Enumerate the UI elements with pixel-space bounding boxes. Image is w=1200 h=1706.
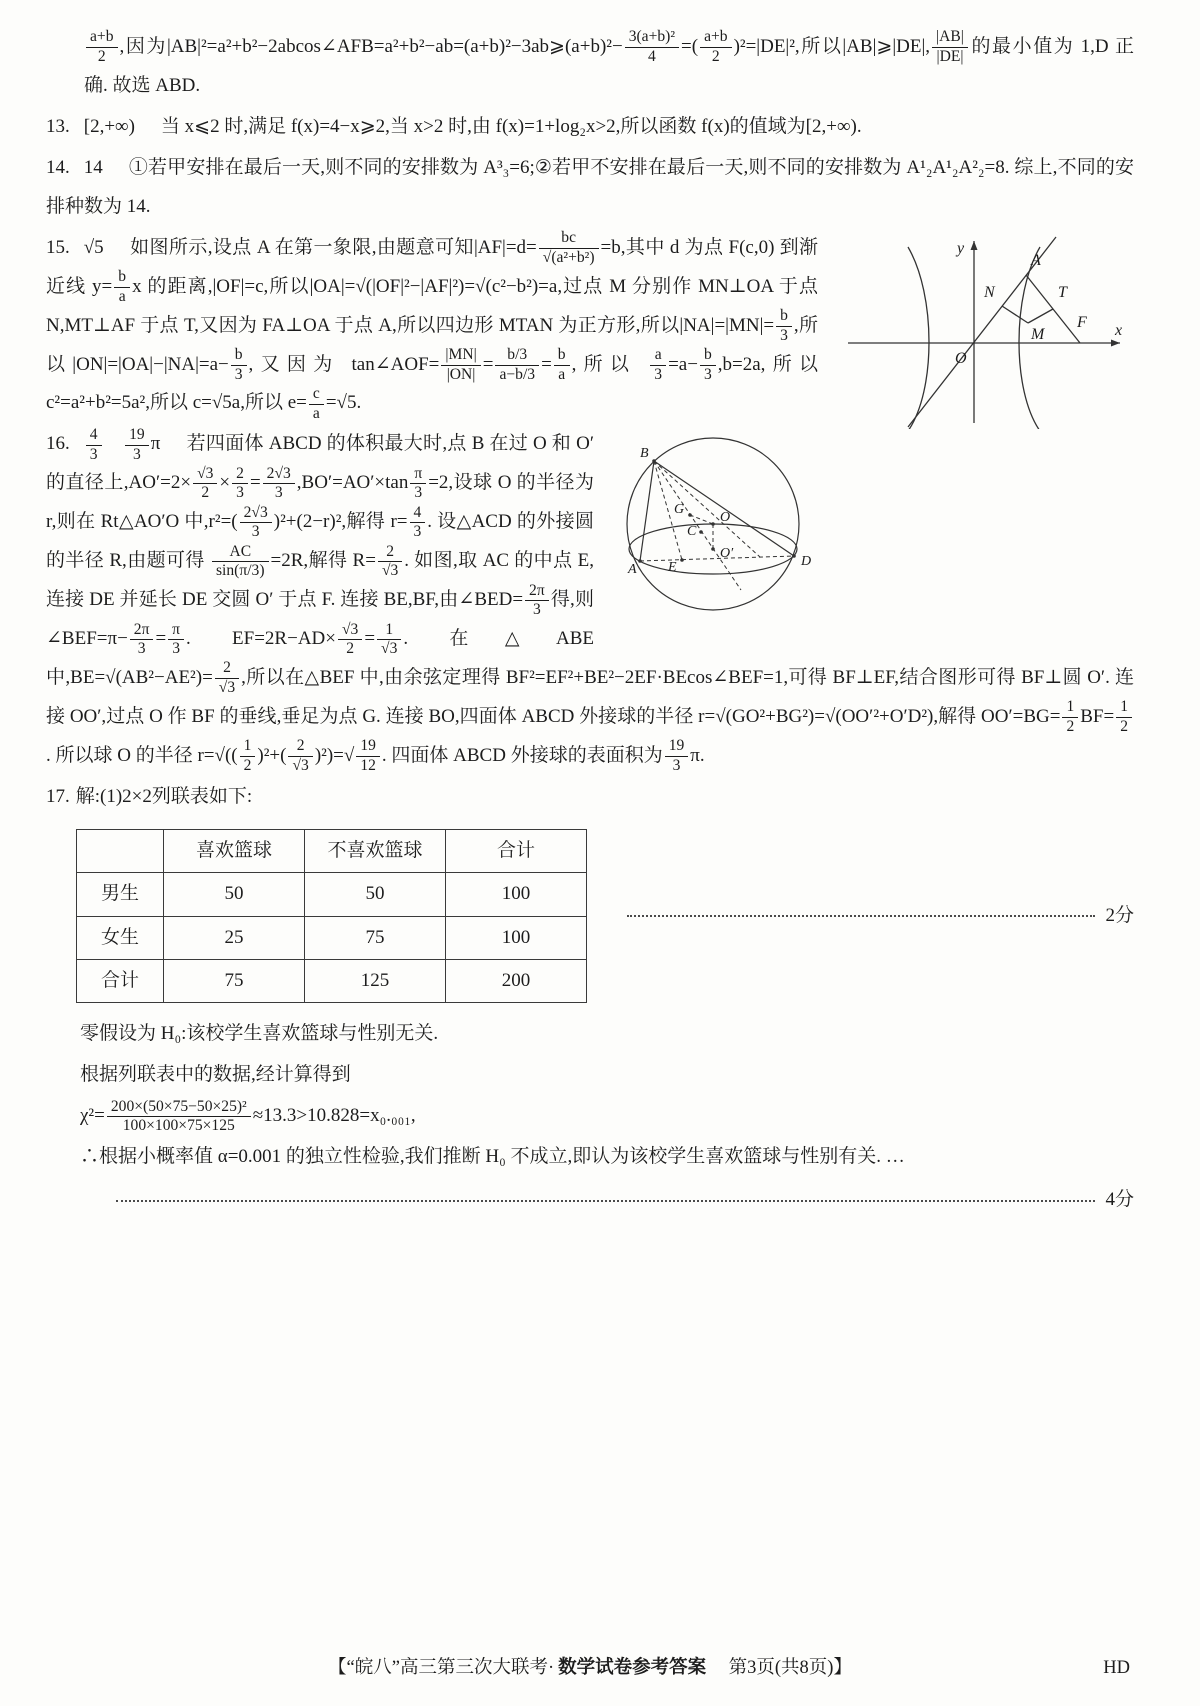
paragraph-text: 解:(1)2×2列联表如下:: [75, 785, 253, 807]
fraction: $\frac{2}{√3}$: [378, 543, 402, 581]
footer-exam-name: 数学试卷参考答案: [558, 1658, 707, 1679]
table-with-score: [46, 819, 1134, 1014]
fraction: $\frac{2√3}{3}$: [240, 504, 272, 542]
paragraph: [46, 1097, 1134, 1136]
paragraph: [46, 1138, 1134, 1177]
fraction: $\frac{2\pi}{3}$: [130, 621, 154, 659]
paragraph: [46, 149, 1134, 227]
fraction: $\frac{4}{3}$: [86, 426, 102, 464]
fraction: $\frac{2}{√3}$: [215, 659, 239, 697]
hyperbola-figure: [834, 231, 1134, 429]
row-label: 合计: [77, 959, 164, 1002]
table-row: [77, 959, 587, 1002]
point-label-A: A: [628, 562, 637, 578]
table-row: [77, 916, 587, 959]
fraction: $\frac{a+b}{2}$: [700, 28, 732, 66]
point-label-M: M: [1031, 325, 1045, 343]
paragraph: [46, 108, 1134, 147]
point-label-F: F: [1077, 313, 1087, 331]
problem-answer: $\frac{4}{3}$ $\frac{19}{3}$ π: [84, 433, 161, 454]
sphere-diagram: [610, 427, 818, 638]
fraction: $\frac{b}{3}$: [231, 346, 247, 384]
footer-page-number: 第3页(共8页)】: [710, 1658, 852, 1679]
fraction: $\frac{1}{√3}$: [377, 621, 401, 659]
paragraph-text: ∴根据小概率值 α=0.001 的独立性检验,我们推断 H₀ 不成立,即认为该校学生喜欢篮球与性别有关. …: [80, 1146, 905, 1168]
fraction: $\frac{b/3}{a-b/3}$: [495, 346, 539, 384]
problem-number: 14.: [46, 156, 70, 178]
fraction: $\frac{b}{3}$: [700, 346, 716, 384]
fraction: $\frac{1}{2}$: [1062, 698, 1078, 736]
fraction: $\frac{c}{a}$: [309, 385, 324, 423]
point-label-A: A: [1031, 251, 1041, 269]
paragraph-text: ①若甲安排在最后一天,则不同的安排数为 A³₃=6;②若甲不安排在最后一天,则不同的安排数为 A¹₂A¹₂A²₂=8. 综上,不同的安排种数为 14.: [46, 156, 1134, 217]
fraction: $\frac{1}{2}$: [1116, 698, 1132, 736]
paragraph: [46, 1015, 1134, 1054]
fraction: $\frac{4}{3}$: [410, 504, 426, 542]
axis-label-y: y: [957, 239, 965, 257]
axis-label-x: x: [1115, 321, 1123, 339]
paragraph-text: $\frac{a+b}{2}$ ,因为|AB|²=a²+b²−2abcos∠AFB=a²+b²−ab=(a+b)²−3ab⩾(a+b)²− $\frac{\text{3(a+b)²}}{4}$ =( $\frac{a+b}{2}$ )²=|DE|²,所以|AB|⩾|DE|, $\frac{|AB|}{|DE|}$ 的最小值为 1,D 正确. 故选 ABD.: [84, 28, 1134, 96]
fraction: $\frac{2√3}{3}$: [263, 465, 295, 503]
paragraph: [46, 778, 1134, 817]
table-header: 合计: [446, 829, 587, 872]
footer-prefix: 【“皖八”高三第三次大联考·: [328, 1658, 555, 1679]
paragraph-text: 当 x⩽2 时,满足 f(x)=4−x⩾2,当 x>2 时,由 f(x)=1+log₂x>2,所以函数 f(x)的值域为[2,+∞).: [160, 115, 862, 137]
problem-answer: √5: [83, 236, 104, 258]
table-header: [77, 829, 164, 872]
point-label-E: E: [668, 560, 677, 576]
fraction: $\frac{19}{3}$: [665, 737, 689, 775]
table-cell: 50: [305, 873, 446, 916]
problem-number: 17.: [46, 785, 70, 807]
table-cell: 25: [164, 916, 305, 959]
problem-number: 13.: [46, 115, 70, 137]
fraction: $\frac{19}{3}$: [125, 426, 149, 464]
point-label-N: N: [984, 283, 995, 301]
fraction: $\frac{a+b}{2}$: [86, 28, 118, 66]
footer-code: HD: [1103, 1658, 1130, 1679]
score-label: 2分: [1105, 904, 1134, 926]
page-footer: [46, 1640, 1134, 1688]
fraction: $\frac{\text{3(a+b)²}}{4}$: [625, 28, 679, 66]
fraction: $\frac{19}{12}$: [356, 737, 380, 775]
table-cell: 100: [446, 873, 587, 916]
fraction: $\frac{bc}{\text{√(a²+b²)}}$: [539, 229, 599, 267]
table-row: [77, 873, 587, 916]
paragraph-text: 零假设为 H₀:该校学生喜欢篮球与性别无关.: [80, 1023, 439, 1045]
point-label-O: O: [720, 510, 731, 526]
table-cell: 200: [446, 959, 587, 1002]
fraction: $\frac{√3}{2}$: [338, 621, 362, 659]
fraction: $\frac{2}{3}$: [232, 465, 248, 503]
sphere-figure: [610, 427, 818, 623]
footer-title: [328, 1650, 852, 1688]
fraction: $\frac{|MN|}{|ON|}$: [441, 346, 480, 384]
table-header: 不喜欢篮球: [305, 829, 446, 872]
problem-answer: [2,+∞): [83, 115, 135, 137]
fraction: $\frac{\pi}{3}$: [168, 621, 184, 659]
table-cell: 100: [446, 916, 587, 959]
fraction: $\frac{2}{√3}$: [288, 737, 312, 775]
table-cell: 50: [164, 873, 305, 916]
table-cell: 75: [305, 916, 446, 959]
contingency-table: [76, 829, 587, 1004]
paragraph: [46, 425, 1134, 775]
fraction: $\frac{2\pi}{3}$: [525, 582, 549, 620]
point-label-B: B: [640, 446, 649, 462]
point-label-T: T: [1058, 283, 1067, 301]
fraction: $\frac{\pi}{3}$: [410, 465, 426, 503]
paragraph-text: 根据列联表中的数据,经计算得到: [80, 1064, 351, 1086]
dotted-leader: [627, 915, 1095, 917]
fraction: $\frac{AC}{\sin(\pi/3)}$: [212, 543, 269, 581]
score-line: [46, 1181, 1134, 1220]
paragraph: [46, 28, 1134, 106]
table-cell: 75: [164, 959, 305, 1002]
table-header: 喜欢篮球: [164, 829, 305, 872]
problem-number: 15.: [46, 236, 70, 258]
score-label: 4分: [1105, 1189, 1134, 1211]
fraction: $\frac{1}{2}$: [240, 737, 256, 775]
fraction: $\frac{√3}{2}$: [193, 465, 217, 503]
row-label: 男生: [77, 873, 164, 916]
fraction: $\frac{|AB|}{|DE|}$: [932, 28, 968, 66]
paragraph-text: χ²= $\frac{\text{200×(50×75−50×25)²}}{100\times 100\times 75\times 125}$ ≈13.3>10.828=x₀.₀₀₁,: [80, 1097, 416, 1135]
fraction: $\frac{a}{3}$: [650, 346, 666, 384]
problem-number: 16.: [46, 433, 70, 455]
paragraph-text: 如图所示,设点 A 在第一象限,由题意可知|AF|=d= $\frac{bc}{\text{√(a²+b²)}}$ =b,其中 d 为点 F(c,0) 到渐近线 y= $\frac{b}{a}$ x 的距离,|OF|=c,所以|OA|=√(|OF|²−|AF|²)=√(c²−b²)=a,过点 M 分别作 MN⊥OA 于点 N,MT⊥AF 于点 T,又因为 FA⊥OA 于点 A,所以四边形 MTAN 为正方形,所以|NA|=|MN|= $\frac{b}{3}$ ,所以|ON|=|OA|−|NA|=a− $\frac{b}{3}$ ,又因为 tan∠AOF= $\frac{|MN|}{|ON|}$ = $\frac{b/3}{a-b/3}$ = $\frac{b}{a}$ ,所以 $\frac{a}{3}$ =a− $\frac{b}{3}$ ,b=2a,所以 c²=a²+b²=5a²,所以 c=√5a,所以 e= $\frac{c}{a}$ =√5.: [46, 229, 819, 422]
point-label-O-prime: O′: [720, 546, 734, 562]
point-label-D: D: [801, 554, 812, 570]
table-cell: 125: [305, 959, 446, 1002]
paragraph: [46, 229, 1134, 424]
point-label-C: C: [687, 524, 697, 540]
point-label-O: O: [955, 349, 967, 367]
fraction: $\frac{\text{200×(50×75−50×25)²}}{100\times 100\times 75\times 125}$: [107, 1098, 251, 1136]
fraction: $\frac{b}{a}$: [114, 268, 130, 306]
paragraph: [46, 1056, 1134, 1095]
fraction: $\frac{b}{a}$: [554, 346, 570, 384]
paragraph-text: 若四面体 ABCD 的体积最大时,点 B 在过 O 和 O′ 的直径上,AO′=2× $\frac{√3}{2}$ × $\frac{2}{3}$ = $\frac{2√3}{3}$ ,BO′=AO′×tan $\frac{\pi}{3}$ =2,设球 O 的半径为 r,则在 Rt△AO′O 中,r²=( $\frac{2√3}{3}$ )²+(2−r)²,解得 r= $\frac{4}{3}$ . 设△ACD 的外接圆的半径 R,由题可得 $\frac{AC}{\sin(\pi/3)}$ =2R,解得 R= $\frac{2}{√3}$ . 如图,取 AC 的中点 E,连接 DE 并延长 DE 交圆 O′ 于点 F. 连接 BE,BF,由∠BED= $\frac{2\pi}{3}$ 得,则∠BEF=π− $\frac{2\pi}{3}$ = $\frac{\pi}{3}$ . EF=2R−AD× $\frac{√3}{2}$ = $\frac{1}{√3}$ . 在△ABE 中,BE=√(AB²−AE²)= $\frac{2}{√3}$ ,所以在△BEF 中,由余弦定理得 BF²=EF²+BE²−2EF·BEcos∠BEF=1,可得 BF⊥EF,结合图形可得 BF⊥圆 O′. 连接 OO′,过点 O 作 BF 的垂线,垂足为点 G. 连接 BO,四面体 ABCD 外接球的半径 r=√(GO²+BG²)=√(OO′²+O′D²),解得 OO′=BG= $\frac{1}{2}$ BF= $\frac{1}{2}$ . 所以球 O 的半径 r=√(( $\frac{1}{2}$ )²+( $\frac{2}{√3}$ )²)=√ $\frac{19}{12}$ . 四面体 ABCD 外接球的表面积为 $\frac{19}{3}$ π.: [46, 433, 1135, 775]
content-blocks: [46, 26, 1134, 1224]
problem-answer: 14: [83, 156, 103, 178]
dotted-leader: [116, 1200, 1095, 1202]
point-label-G: G: [674, 502, 685, 518]
fraction: $\frac{b}{3}$: [776, 307, 792, 345]
hyperbola-diagram: [834, 231, 1134, 444]
row-label: 女生: [77, 916, 164, 959]
